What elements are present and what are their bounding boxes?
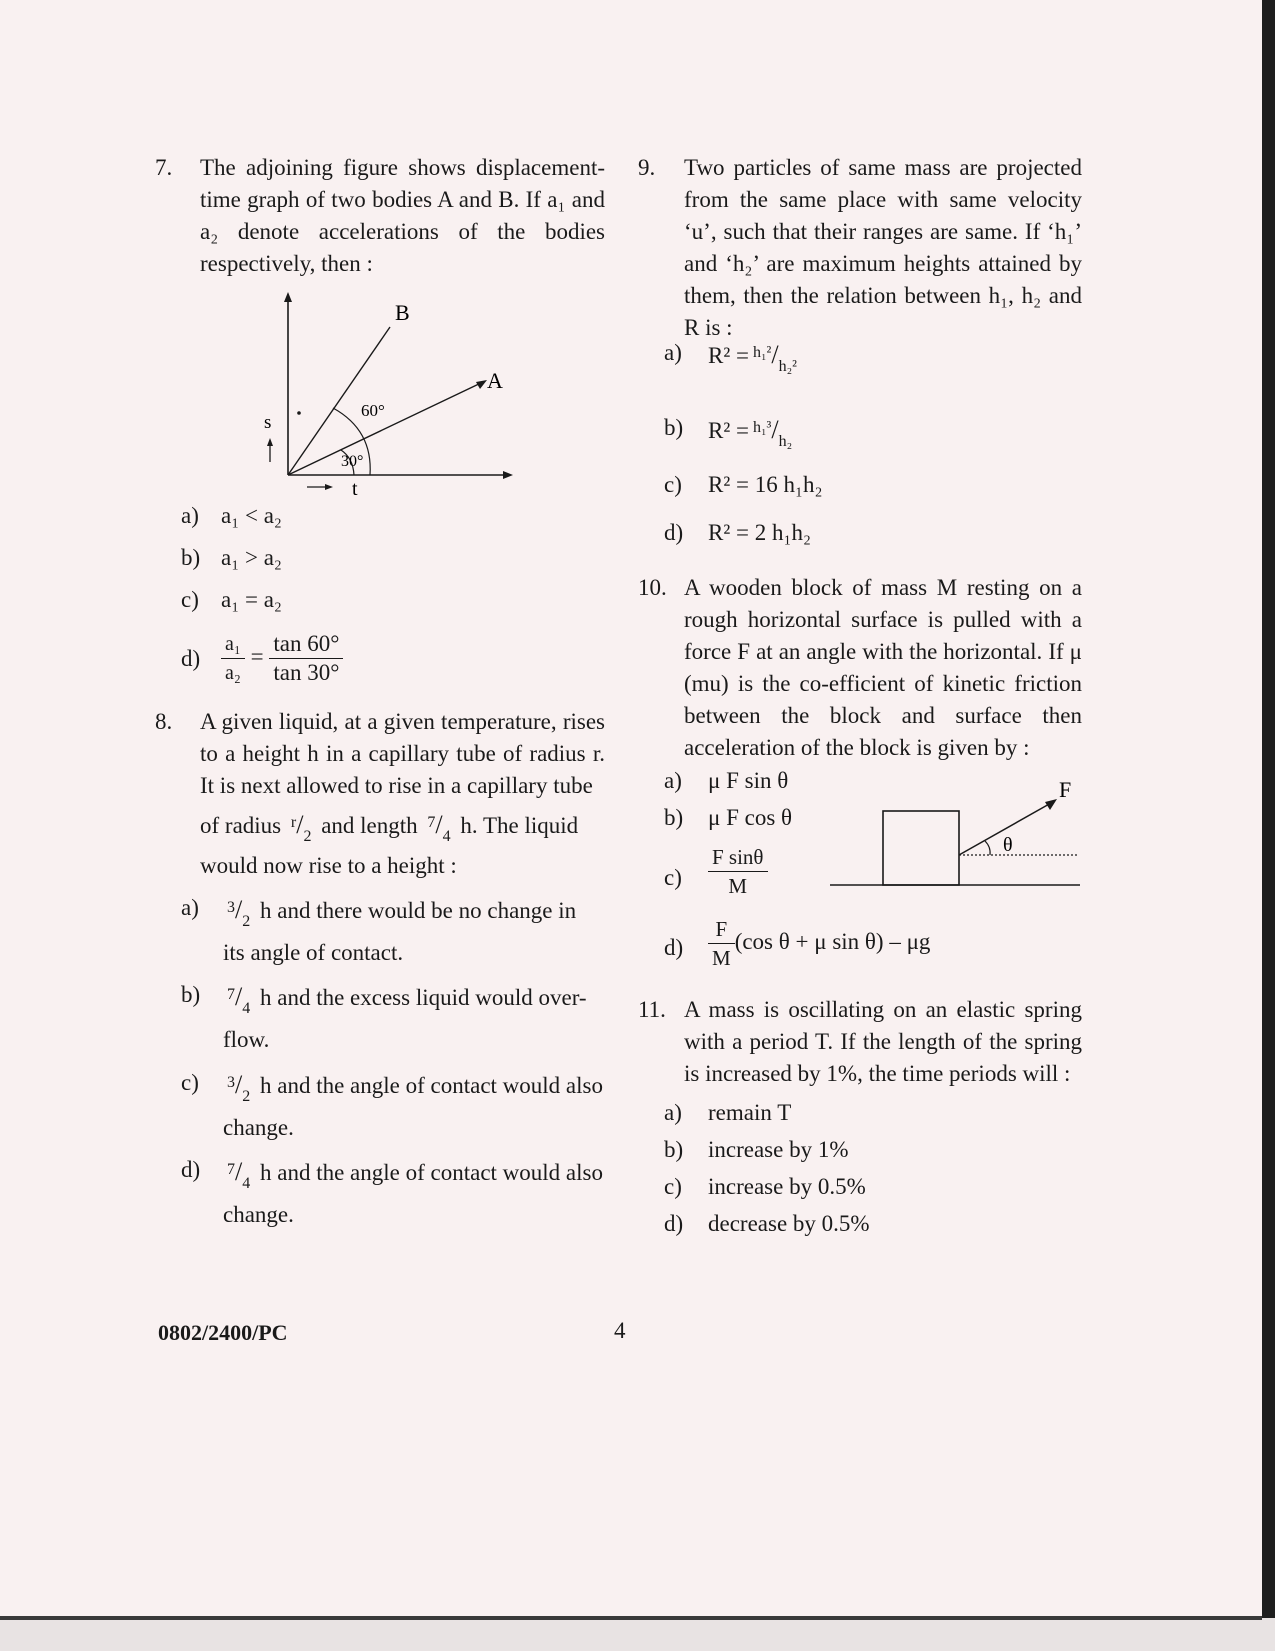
frac-d: 2 (242, 1088, 251, 1105)
option-label: b) (181, 982, 201, 1007)
s-axis-arrow (284, 292, 292, 302)
option-text: a₁ = a₂ (221, 587, 282, 612)
line-A (288, 382, 483, 475)
s-label: s (264, 412, 272, 433)
s-small-arrowhead (267, 438, 273, 446)
frac-d: 2 (303, 828, 312, 845)
question-10 (638, 572, 1083, 762)
option-label: d) (664, 520, 684, 545)
frac-d: h₂ (778, 433, 793, 450)
frac-n: 3 (227, 1074, 235, 1091)
option-label: d) (664, 1211, 684, 1236)
frac-n: 7 (427, 814, 436, 831)
q8-text-line3: would now rise to a height : (200, 853, 457, 878)
option-text: increase by 1% (708, 1137, 849, 1162)
fraction-numerator: a₁ (221, 630, 245, 659)
fraction-numerator: tan 60° (269, 630, 343, 659)
displacement-time-graph (255, 290, 525, 500)
frac-n: h₁² (752, 344, 772, 361)
option-lhs: R² = (708, 343, 749, 368)
option-label: c) (664, 865, 682, 890)
option-label: a) (664, 340, 682, 365)
paper-code: 0802/2400/PC (158, 1320, 288, 1345)
option-text: h and the angle of contact would also (259, 1073, 603, 1098)
question-number: 10. (638, 575, 667, 600)
option-label: a) (181, 503, 199, 528)
frac-n: r (290, 814, 297, 831)
t-label: t (352, 478, 358, 500)
option-label: c) (181, 1070, 199, 1095)
frac-n: h₁³ (752, 419, 772, 436)
label-A: A (487, 368, 503, 393)
question-text: A wooden block of mass M resting on a rough horizontal surface is pulled with a force F at an angle with the horizontal. If μ (mu) is the co-efficient of kinetic friction between the block and surface then acceleration of the block is given by : (684, 575, 1082, 760)
option-label: b) (664, 415, 684, 440)
fraction-7-over-4: $^7/_4$ (227, 982, 251, 1017)
option-text: μ F cos θ (708, 805, 793, 830)
force-arrowhead (1045, 799, 1057, 810)
angle-30-label: 30° (341, 453, 364, 470)
wooden-block (883, 811, 959, 885)
question-number: 8. (155, 709, 173, 734)
question-number: 7. (155, 155, 173, 180)
page-number: 4 (614, 1318, 626, 1343)
fraction-denominator: M (728, 874, 748, 898)
option-text: decrease by 0.5% (708, 1211, 870, 1236)
question-text: Two particles of same mass are projected from the same place with same velocity ‘u’, such that their ranges are same. If ‘h₁’ and ‘h₂’ are maximum heights attained by them, then the relation between h₁, h₂ and R is : (684, 155, 1082, 340)
option-text: h and the angle of contact would also (259, 1160, 603, 1185)
fraction-3-over-2: $^3/_2$ (227, 895, 251, 930)
question-text: A mass is oscillating on an elastic spring with a period T. If the length of the spring is increased by 1%, the time periods will : (684, 997, 1082, 1086)
option-text: a₁ < a₂ (221, 503, 282, 528)
fraction-denominator: M (712, 946, 731, 970)
option-label: d) (181, 1157, 201, 1182)
force-label: F (1059, 777, 1072, 802)
option-label: b) (181, 545, 201, 570)
option-text: R² = 16 h₁h₂ (708, 472, 823, 497)
frac-d: 2 (242, 913, 251, 930)
option-label: b) (664, 1137, 684, 1162)
question-text: A given liquid, at a given temperature, rises to a height h in a capillary tube of radius r. It is next allowed to rise in a capillary tube (200, 709, 605, 798)
frac-d: 4 (442, 828, 451, 845)
q8-text-line2 (200, 808, 578, 852)
text-fragment: h. The liquid (460, 813, 579, 838)
question-8 (155, 706, 605, 806)
theta-label: θ (1003, 834, 1013, 856)
fraction-3-over-2: $^3/_2$ (227, 1070, 251, 1105)
slash-fraction: $^{h_1^3}/_{h_2}$ (752, 415, 793, 450)
option-text: μ F sin θ (708, 768, 789, 793)
fraction-numerator: F (708, 915, 735, 944)
fraction-denominator: a₂ (225, 662, 241, 684)
frac-n: 7 (227, 986, 235, 1003)
text-fragment: and length (321, 813, 418, 838)
angle-60-label: 60° (361, 401, 385, 420)
fraction-7-over-4: $^7/_4$ (427, 810, 451, 845)
equals-sign: = (250, 643, 264, 669)
frac-d: 4 (242, 1175, 251, 1192)
angle-arc (985, 841, 990, 855)
fraction-numerator: F sinθ (708, 843, 768, 872)
option-label: c) (181, 587, 199, 612)
question-7 (155, 152, 605, 282)
option-text-cont: flow. (223, 1027, 270, 1052)
slash-fraction: $^{h_1^2}/_{h_2^2}$ (752, 340, 797, 375)
scan-edge-bottom (0, 1618, 1275, 1651)
option-label: c) (664, 1174, 682, 1199)
option-text: h and the excess liquid would over- (259, 985, 587, 1010)
option-text: remain T (708, 1100, 792, 1125)
option-text-cont: change. (223, 1115, 294, 1140)
fraction-denominator: tan 30° (273, 660, 340, 685)
frac-d: 4 (242, 1000, 251, 1017)
option-text: a₁ > a₂ (221, 545, 282, 570)
option-text: (cos θ + μ sin θ) – μg (734, 928, 931, 954)
option-label: d) (181, 646, 201, 671)
frac-n: 7 (227, 1161, 235, 1178)
option-label: d) (664, 935, 684, 960)
point-marker (297, 411, 301, 415)
option-text: R² = 2 h₁h₂ (708, 520, 811, 545)
line-A-arrow (476, 380, 487, 389)
text-fragment: of radius (200, 813, 282, 838)
t-small-arrowhead (325, 484, 333, 490)
option-text-cont: change. (223, 1202, 294, 1227)
option-label: a) (181, 895, 199, 920)
block-force-diagram (825, 775, 1085, 895)
question-number: 11. (638, 997, 666, 1022)
scan-edge-right (1262, 0, 1275, 1651)
question-11 (638, 994, 1083, 1094)
option-text: h and there would be no change in (259, 898, 577, 923)
question-text: The adjoining figure shows displacement-time graph of two bodies A and B. If a₁ and a₂ denote accelerations of the bodies respectively, then : (200, 155, 605, 276)
option-text-cont: its angle of contact. (223, 940, 404, 965)
scan-edge-line (0, 1616, 1262, 1620)
option-text: increase by 0.5% (708, 1174, 866, 1199)
fraction-r-over-2: $^r/_2$ (290, 810, 312, 845)
option-label: a) (664, 768, 682, 793)
fraction-7-over-4: $^7/_4$ (227, 1157, 251, 1192)
question-number: 9. (638, 155, 656, 180)
question-9 (638, 152, 1083, 340)
option-label: a) (664, 1100, 682, 1125)
option-label: c) (664, 472, 682, 497)
label-B: B (395, 300, 410, 325)
t-axis-arrow (503, 471, 513, 479)
frac-d: h₂² (778, 358, 797, 375)
frac-n: 3 (227, 899, 235, 916)
option-lhs: R² = (708, 418, 749, 443)
option-label: b) (664, 805, 684, 830)
